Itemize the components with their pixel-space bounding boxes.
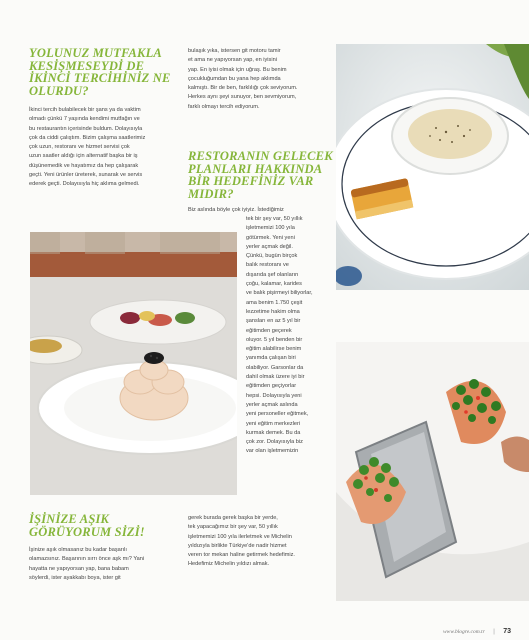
section-yolunuz-heading <box>29 47 179 97</box>
heading-line: MIDIR? <box>188 186 234 201</box>
body-line: ama benim 1.750 çeşit <box>246 299 303 306</box>
section-restoran-body <box>246 215 341 457</box>
body-line: Çünkü, bugün birçok <box>246 253 298 260</box>
body-line: dışarıda şef olanların <box>246 271 299 278</box>
section-restoran-tail-text <box>188 514 338 570</box>
body-line: yıldızıyla birlikte Türkiye'de nadir hizmet <box>188 542 287 549</box>
body-line: yeni eğitim merkezleri <box>246 420 301 427</box>
body-line: söylerdi, ister ayakkabı boya, ister git <box>29 574 121 581</box>
column2-top-text <box>188 47 338 112</box>
body-line: tek bir şey var, 50 yıllık <box>246 216 303 222</box>
body-line: dahil olmak üzere iyi bir <box>246 374 305 381</box>
body-line: götürmek. Yeni yeni <box>246 234 295 241</box>
body-line: İkinci tercih bulabilecek bir şans ya da vaktim <box>29 107 141 113</box>
body-line: tek yapacağımız bir şey var, 50 yıllık <box>188 524 278 531</box>
body-line: olamazsınız. Başarının sırrı önce aşk mı? Yani <box>29 556 145 563</box>
body-line: çok da ciddi çalıştım. Bizim çalışma saatlerimiz <box>29 134 146 141</box>
body-line: kurmak demek. Bu da <box>246 429 301 436</box>
body-line: oluyor. 5 yıl benden bir <box>246 336 303 343</box>
body-line: yap. En iyisi olmak için uğraş. Bu benim <box>188 66 287 73</box>
tacos-photo <box>336 342 529 601</box>
body-line: çoğu, kalamar, karides <box>246 281 302 288</box>
body-line: bu restaurantın içerisinde buldum. Dolayısıyla <box>29 125 143 132</box>
body-line: hayatta ne yapıyorsan yap, bana babam <box>29 565 129 572</box>
body-line: et ama ne yapıyorsan yap, en iyisini <box>188 57 277 64</box>
body-line: olabiliyor. Garsonlar da <box>246 364 304 371</box>
section-asik-heading <box>29 513 179 538</box>
body-line: işletmemizi 100 yıla <box>246 225 295 232</box>
page-number: 73 <box>503 628 511 635</box>
heading-line: RESTORANIN GELECEK <box>188 149 333 163</box>
body-line: eğitim alabilirse benim <box>246 346 302 353</box>
heading-line: PLANLARI HAKKINDA <box>188 161 323 176</box>
heading-line: KESİŞMESEYDİ DE <box>29 58 145 73</box>
section-restoran-intro <box>188 206 338 215</box>
heading-line: YOLUNUZ MUTFAKLA <box>29 46 162 60</box>
section-restoran <box>188 150 338 215</box>
body-line: çocukluğumdan bu yana hep aklımda <box>188 75 281 82</box>
body-line: gerek burada gerek başka bir yerde, <box>188 515 278 521</box>
body-line: olmadı çünkü 7 yaşında kendimi mutfağın ve <box>29 116 140 123</box>
soup-photo <box>336 44 529 290</box>
body-line: var olan işletmemizin <box>246 448 299 455</box>
body-line: lezzetime hakim olma <box>246 308 300 315</box>
body-line: ederek geçti. Dolayısıyla hiç aklıma gelmedi. <box>29 181 140 188</box>
body-line: eğitimden geçiyorlar <box>246 383 297 390</box>
section-yolunuz <box>29 47 179 190</box>
body-line: İşinize aşık olmasanız bu kadar başarılı <box>29 547 127 553</box>
footer-website: www.blogre.com.tr <box>443 629 485 635</box>
footer-separator: | <box>493 629 495 635</box>
section-restoran-tail <box>188 514 338 570</box>
body-line: işletmemizi 100 yıla ilerletmek ve Michelin <box>188 533 292 540</box>
body-line: çok zor. Dolayısıyla biz <box>246 439 303 446</box>
body-line: hepsi. Dolayısıyla yeni <box>246 392 302 399</box>
section-yolunuz-body <box>29 106 179 190</box>
body-line: Hedefimiz Michelin yıldızı almak. <box>188 561 270 568</box>
body-line: yanımda çalışan biri <box>246 355 296 362</box>
section-asik-body <box>29 546 179 583</box>
body-line: eğitimden geçerek <box>246 327 292 334</box>
body-line: çok uzun, restoranı ve hizmet servisi çok <box>29 144 130 151</box>
body-line: ve balık pişirmeyi biliyorlar, <box>246 290 313 297</box>
heading-line: OLURDU? <box>29 83 89 98</box>
body-line: uzun saatler aldığı için alternatif başka bir iş <box>29 153 138 160</box>
section-asik <box>29 513 179 583</box>
body-line: şansları en az 5 yıl bir <box>246 318 301 325</box>
body-line: kalmıştı. Bir de ben, farklılığı çok seviyorum. <box>188 85 298 92</box>
body-line: düşünemedik ve hayatımız da hep çalışarak <box>29 162 139 169</box>
heading-line: GÖRÜYORUM SİZİ! <box>29 524 145 539</box>
body-line: yerler açmak aslında <box>246 401 298 408</box>
section-restoran-heading <box>188 150 338 200</box>
heading-line: İŞİNİZE AŞIK <box>29 512 110 526</box>
column2-top-body <box>188 47 338 112</box>
body-line: yeni personeller eğitmek, <box>246 411 309 418</box>
body-line: Biz aslında böyle çok iyiyiz. İstediğimiz <box>188 207 284 213</box>
body-line: veren tor mekan haline getirmek hedefimiz. <box>188 552 295 559</box>
body-line: bulaşık yıka, istersen git motoru tamir <box>188 48 281 54</box>
page-footer <box>443 620 511 638</box>
section-restoran-body-text <box>246 215 341 457</box>
body-line: Herkes aynı şeyi sunuyor, ben sevmiyorum, <box>188 94 297 101</box>
heading-line: İKİNCİ TERCİHİNİZ NE <box>29 71 171 85</box>
body-line: geçti. Yeni ürünler üreterek, sunarak ve servis <box>29 172 143 179</box>
mousse-photo <box>30 232 237 495</box>
body-line: farklı olmayı tercih ediyorum. <box>188 103 260 110</box>
body-line: yerler açmak değil. <box>246 243 293 250</box>
heading-line: BİR HEDEFİNİZ VAR <box>188 174 314 188</box>
body-line: balık restoranı ve <box>246 262 289 269</box>
